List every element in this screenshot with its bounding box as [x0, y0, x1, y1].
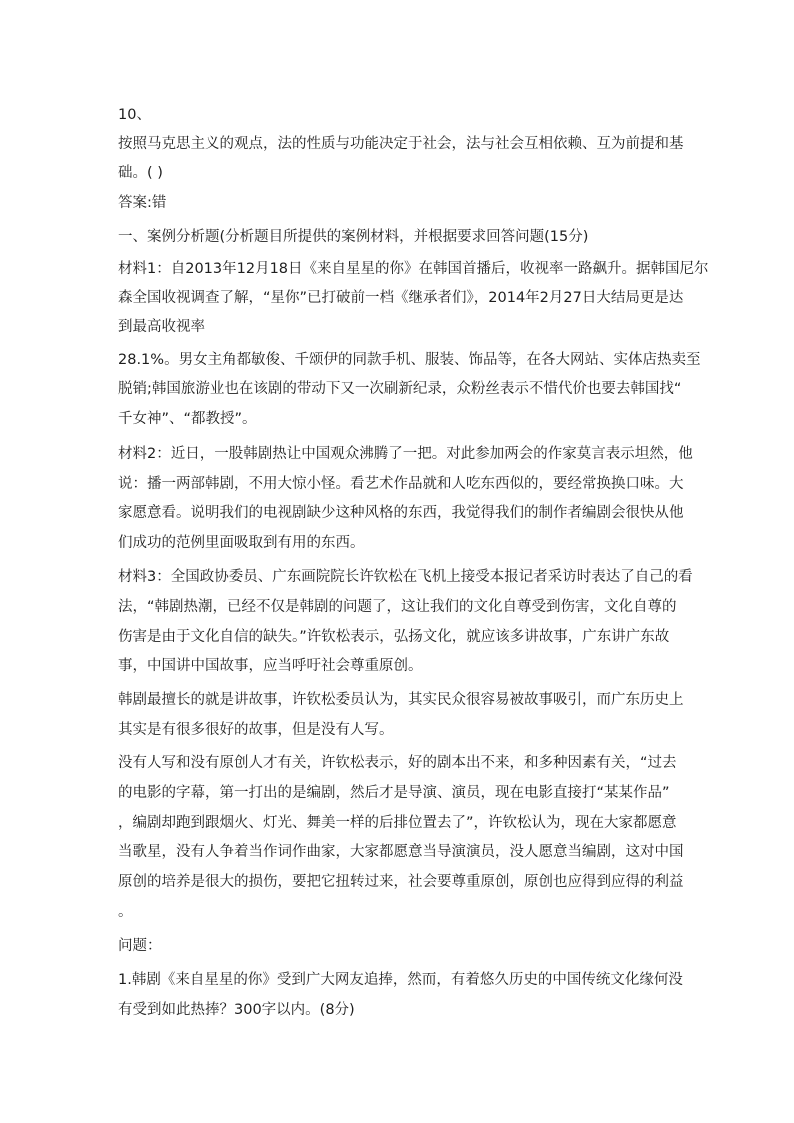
answer-line: 答案:错	[118, 195, 167, 211]
questions-heading: 问题：	[118, 938, 162, 954]
material-3-line: 伤害是由于文化自信的缺失。”许钦松表示，弘扬文化，就应该多讲故事，广东讲广东故	[118, 629, 670, 645]
material-1-line: 材料1：自2013年12月18日《来自星星的你》在韩国首播后，收视率一路飙升。据韩国尼尔	[118, 261, 709, 277]
material-2-line: 们成功的范例里面吸取到有用的东西。	[118, 535, 365, 551]
question-text-line: 按照马克思主义的观点，法的性质与功能决定于社会，法与社会互相依赖、互为前提和基	[118, 136, 684, 152]
material-3-line: 材料3：全国政协委员、广东画院院长许钦松在飞机上接受本报记者采访时表达了自己的看	[118, 569, 693, 585]
material-3-line: 事，中国讲中国故事，应当呼吁社会尊重原创。	[118, 658, 423, 674]
material-3-line: 法，“韩剧热潮，已经不仅是韩剧的问题了，这让我们的文化自尊受到伤害，文化自尊的	[118, 599, 677, 615]
paragraph-line: 。	[118, 904, 133, 920]
paragraph-line: 原创的培养是很大的损伤，要把它扭转过来，社会要尊重原创，原创也应得到应得的利益	[118, 874, 684, 890]
paragraph-line: 韩剧最擅长的就是讲故事，许钦松委员认为，其实民众很容易被故事吸引，而广东历史上	[118, 692, 684, 708]
paragraph-line: ，编剧却跑到跟烟火、灯光、舞美一样的后排位置去了”，许钦松认为，现在大家都愿意	[118, 815, 677, 831]
question-number: 10、	[118, 107, 151, 123]
paragraph-line: 没有人写和没有原创人才有关，许钦松表示，好的剧本出不来，和多种因素有关，“过去	[118, 755, 677, 771]
material-2-line: 家愿意看。说明我们的电视剧缺少这种风格的东西，我觉得我们的制作者编剧会很快从他	[118, 505, 684, 521]
material-1-line: 28.1%。男女主角都敏俊、千颂伊的同款手机、服装、饰品等，在各大网站、实体店热卖至	[118, 352, 701, 368]
paragraph-line: 其实是有很多很好的故事，但是没有人写。	[118, 722, 394, 738]
material-2-line: 材料2：近日，一股韩剧热让中国观众沸腾了一把。对此参加两会的作家莫言表示坦然，他	[118, 446, 693, 462]
material-1-line: 千女神”、“都教授”。	[118, 411, 257, 427]
material-1-line: 脱销;韩国旅游业也在该剧的带动下又一次刷新纪录，众粉丝表示不惜代价也要去韩国找“	[118, 381, 682, 397]
question-text-line: 础。( )	[118, 165, 163, 181]
question-1-line: 1.韩剧《来自星星的你》受到广大网友追捧，然而，有着悠久历史的中国传统文化缘何没	[118, 972, 683, 988]
paragraph-line: 的电影的字幕，第一打出的是编剧，然后才是导演、演员，现在电影直接打“某某作品”	[118, 785, 670, 801]
paragraph-line: 当歌星，没有人争着当作词作曲家，大家都愿意当导演演员，没人愿意当编剧，这对中国	[118, 844, 684, 860]
material-2-line: 说：播一两部韩剧，不用大惊小怪。看艺术作品就和人吃东西似的，要经常换换口味。大	[118, 476, 684, 492]
material-1-line: 到最高收视率	[118, 319, 205, 335]
question-1-line: 有受到如此热捧？300字以内。(8分)	[118, 1002, 355, 1018]
material-1-line: 森全国收视调查了解，“星你”已打破前一档《继承者们》，2014年2月27日大结局更是达	[118, 290, 684, 306]
section-heading: 一、案例分析题(分析题目所提供的案例材料，并根据要求回答问题(15分)	[118, 229, 589, 245]
